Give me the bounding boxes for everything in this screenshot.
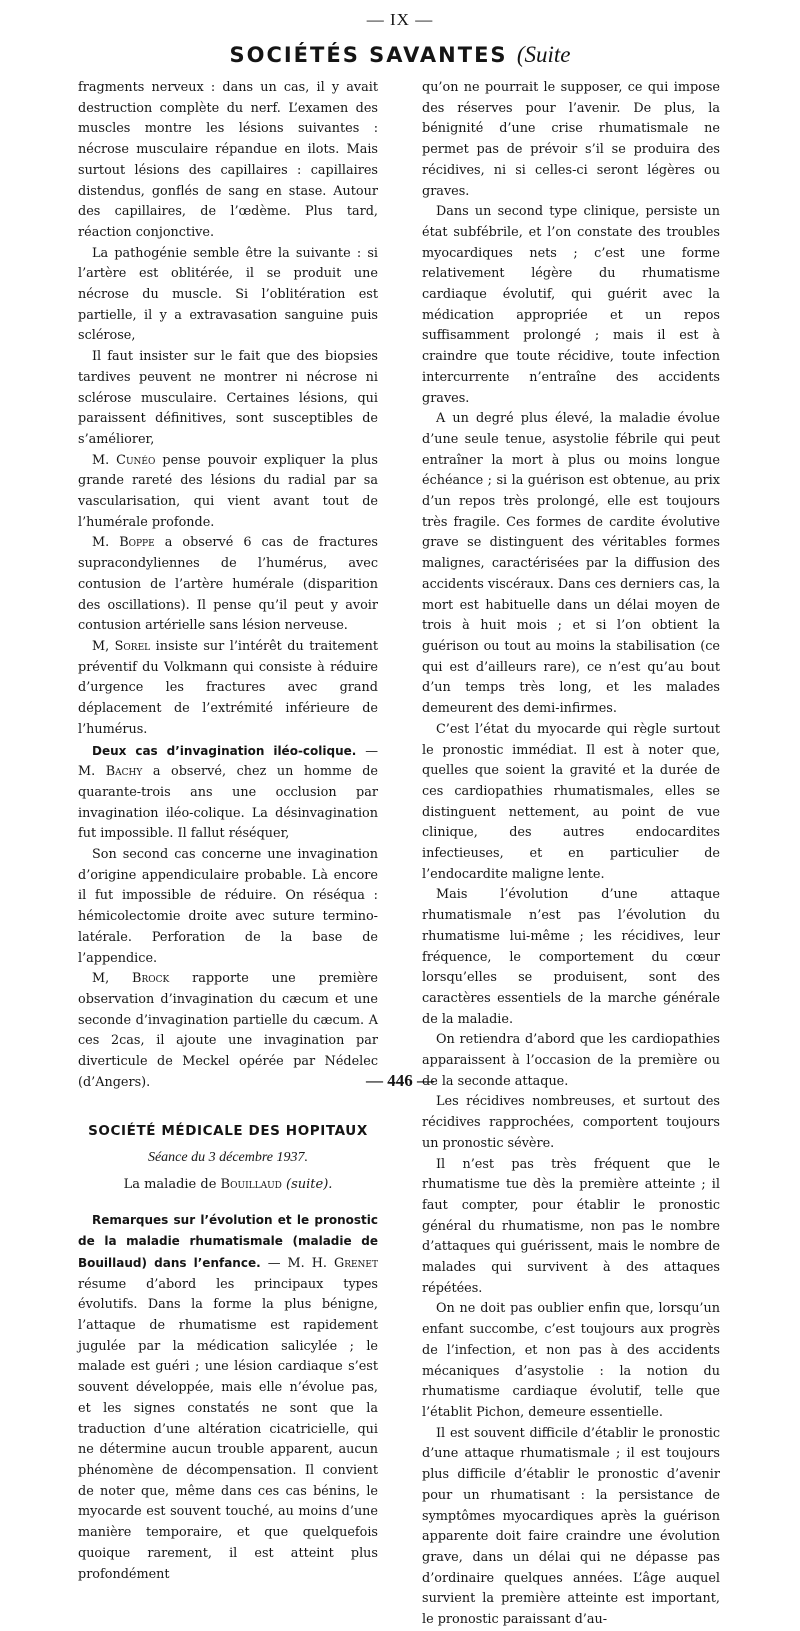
- paragraph: A un degré plus élevé, la maladie évolue d’une seule tenue, asystolie fébrile qui peut entraîner la mort à plus ou moins longue échéance ; si la guérison est obtenue, au prix d’un repos très prolongé, elle est toujours très fragile. Ces formes de cardite évolutive grave se distinguent des véritables formes malignes, caractérisées par la diffusion des accidents viscéraux. Dans ces derniers cas, la mort est habituelle dans un délai moyen de trois à huit mois ; et si l’on obtient la guérison ou tout au moins la stabilisation (ce qui est d’ailleurs rare), ce n’est qu’au bout d’un temps très long, et les malades demeurent des demi-infirmes.: [422, 411, 720, 717]
- author-name: M, Brock: [92, 971, 170, 987]
- running-header: [0, 42, 800, 68]
- paragraph: Les récidives nombreuses, et surtout des récidives rapprochées, comportent toujours un pronostic sévère.: [422, 1094, 720, 1151]
- section-title: SOCIÉTÉ MÉDICALE DES HOPITAUX: [88, 1123, 368, 1140]
- paragraph: La pathogénie semble être la suivante : si l’artère est oblitérée, il se produit une nécrose du muscle. Si l’oblitération est partielle, il y a extravasation sanguine puis sclérose,: [78, 245, 378, 344]
- paragraph: Il faut insister sur le fait que des biopsies tardives peuvent ne montrer ni nécrose ni sclérose musculaire. Certaines lésions, qui paraissent définitives, sont susceptibles de s’améliorer,: [78, 349, 378, 447]
- paragraph: [78, 1210, 378, 1586]
- paragraph: Il est souvent difficile d’établir le pronostic d’une attaque rhumatismale ; il est toujours plus difficile d’établir le pronostic d’avenir pour un rhumatisant : la persistance de symptômes myocardiques après la guérison apparente doit faire craindre une évolution grave, dans un délai qui ne dépasse pas d’ordinaire quelques années. L’âge auquel survient la première atteinte est important, le pronostic paraissant d’au-: [422, 1425, 720, 1628]
- header-title: SOCIÉTÉS SAVANTES: [229, 43, 508, 67]
- author-name: — M. Bachy: [78, 743, 378, 780]
- paragraph: qu’on ne pourrait le supposer, ce qui impose des réserves pour l’avenir. De plus, la bénignité d’une crise rhumatismale ne permet pas de prévoir s’il se produira des récidives, ni si celles-ci seront légères ou graves.: [422, 80, 720, 199]
- author-name: — M. H. Grenet: [260, 1255, 378, 1271]
- paragraph-text: a observé 6 cas de fractures supracondyliennes de l’humérus, avec contusion de l’artère humérale (disparition des oscillations). Il pense qu’il peut y avoir contusion artérielle sans lésion nerveuse.: [78, 535, 378, 634]
- author-name: M, Sorel: [92, 638, 151, 654]
- subheading: Deux cas d’invagination iléo-colique.: [92, 743, 357, 758]
- paragraph-text: a observé, chez un homme de quarante-trois ans une occlusion par invagination iléo-colique. La désinvagination fut impossible. Il fallut réséquer,: [78, 764, 378, 842]
- paragraph: Mais l’évolution d’une attaque rhumatismale n’est pas l’évolution du rhumatisme lui-même ; les récidives, leur fréquence, le comportement du cœur lorsqu’elles se produisent, sont des caractères essentiels de la marche générale de la maladie.: [422, 887, 720, 1027]
- subtitle-text: La maladie de: [123, 1176, 221, 1192]
- paragraph-text: pense pouvoir expliquer la plus grande rareté des lésions du radial par sa vascularisation, qui vient avant tout de l’humérale profonde.: [78, 452, 378, 530]
- paragraph: Il n’est pas très fréquent que le rhumatisme tue dès la première atteinte ; il faut compter, pour établir le pronostic général du rhumatisme, non pas le nombre d’attaques qui guérissent, mais le nombre de malades qui survivent à des attaques répétées.: [422, 1156, 720, 1296]
- section-subtitle: [78, 1175, 378, 1196]
- left-column: [78, 78, 378, 1585]
- paragraph-text: résume d’abord les principaux types évolutifs. Dans la forme la plus bénigne, l’attaque de rhumatisme est rapidement jugulée par la médication salicylée ; le malade est guéri ; une lésion cardiaque s’est souvent développée, mais elle n’évolue pas, et les signes constatés ne sont que la traduction d’une altération cicatricielle, qui ne détermine aucun trouble apparent, aucun phénomène de décompensation. Il convient de noter que, même dans ces cas bénins, le myocarde est souvent touché, au moins d’une manière temporaire, et que quelquefois quoique rarement, il est atteint plus profondément: [78, 1276, 378, 1582]
- paragraph: [78, 533, 378, 637]
- paragraph: On ne doit pas oublier enfin que, lorsqu’un enfant succombe, c’est toujours aux progrès de l’infection, et non pas à des accidents mécaniques d’asystolie : la notion du rhumatisme cardiaque évolutif, telle que l’établit Pichon, demeure essentielle.: [422, 1301, 720, 1420]
- header-suffix: (Suite: [516, 42, 571, 67]
- paragraph-text: rapporte une première observation d’invagination du cæcum et une seconde d’invagination partielle du cæcum. A ces 2cas, il ajoute une invagination par diverticule de Meckel opérée par Nédelec (d’Angers).: [78, 971, 378, 1090]
- paragraph: [78, 741, 378, 846]
- paragraph: Son second cas concerne une invagination d’origine appendiculaire probable. Là encore il fut impossible de réduire. On réséqua : hémicolectomie droite avec suture termino-latérale. Perforation de la base de l’appendice.: [78, 847, 378, 966]
- right-column: [422, 78, 720, 1631]
- paragraph-text: insiste sur l’intérêt du traitement préventif du Volkmann qui consiste à réduire d’urgence les fractures avec grand déplacement de l’extrémité inférieure de l’humérus.: [78, 638, 378, 737]
- page-number: — 446 —: [366, 1071, 434, 1090]
- paragraph: On retiendra d’abord que les cardiopathies apparaissent à l’occasion de la première ou de la seconde attaque.: [422, 1032, 720, 1089]
- paragraph: C’est l’état du myocarde qui règle surtout le pronostic immédiat. Il est à noter que, quelles que soient la gravité et la durée de ces cardiopathies rhumatismales, elles se distinguent nettement, au point de vue clinique, des autres endocardites infectieuses, et en particulier de l’endocardite maligne lente.: [422, 721, 720, 882]
- subheading: Remarques sur l’évolution et le pronostic de la maladie rhumatismale (maladie de Bouillaud) dans l’enfance.: [78, 1212, 378, 1270]
- paragraph: Dans un second type clinique, persiste un état subfébrile, et l’on constate des troubles myocardiques nets ; c’est une forme relativement légère du rhumatisme cardiaque évolutif, qui guérit avec la médication appropriée et un repos suffisamment prolongé ; mais il est à craindre que toute récidive, toute infection intercurrente n’entraîne des accidents graves.: [422, 204, 720, 406]
- author-name: M. Cunéo: [92, 452, 156, 468]
- author-name: M. Boppe: [92, 535, 155, 551]
- paragraph: [78, 637, 378, 741]
- roman-page-number: — IX —: [366, 10, 434, 29]
- section-date: Séance du 3 décembre 1937.: [147, 1150, 309, 1166]
- paragraph: fragments nerveux : dans un cas, il y avait destruction complète du nerf. L’examen des muscles montre les lésions suivantes : nécrose musculaire répandue en ilots. Mais surtout lésions des capillaires : capillaires distendus, gonflés de sang en stase. Autour des capillaires, de l’œdème. Plus tard, réaction conjonctive.: [78, 80, 378, 240]
- subtitle-name: Bouillaud: [220, 1176, 282, 1192]
- subtitle-suffix: (suite).: [281, 1176, 333, 1192]
- paragraph: [78, 451, 378, 534]
